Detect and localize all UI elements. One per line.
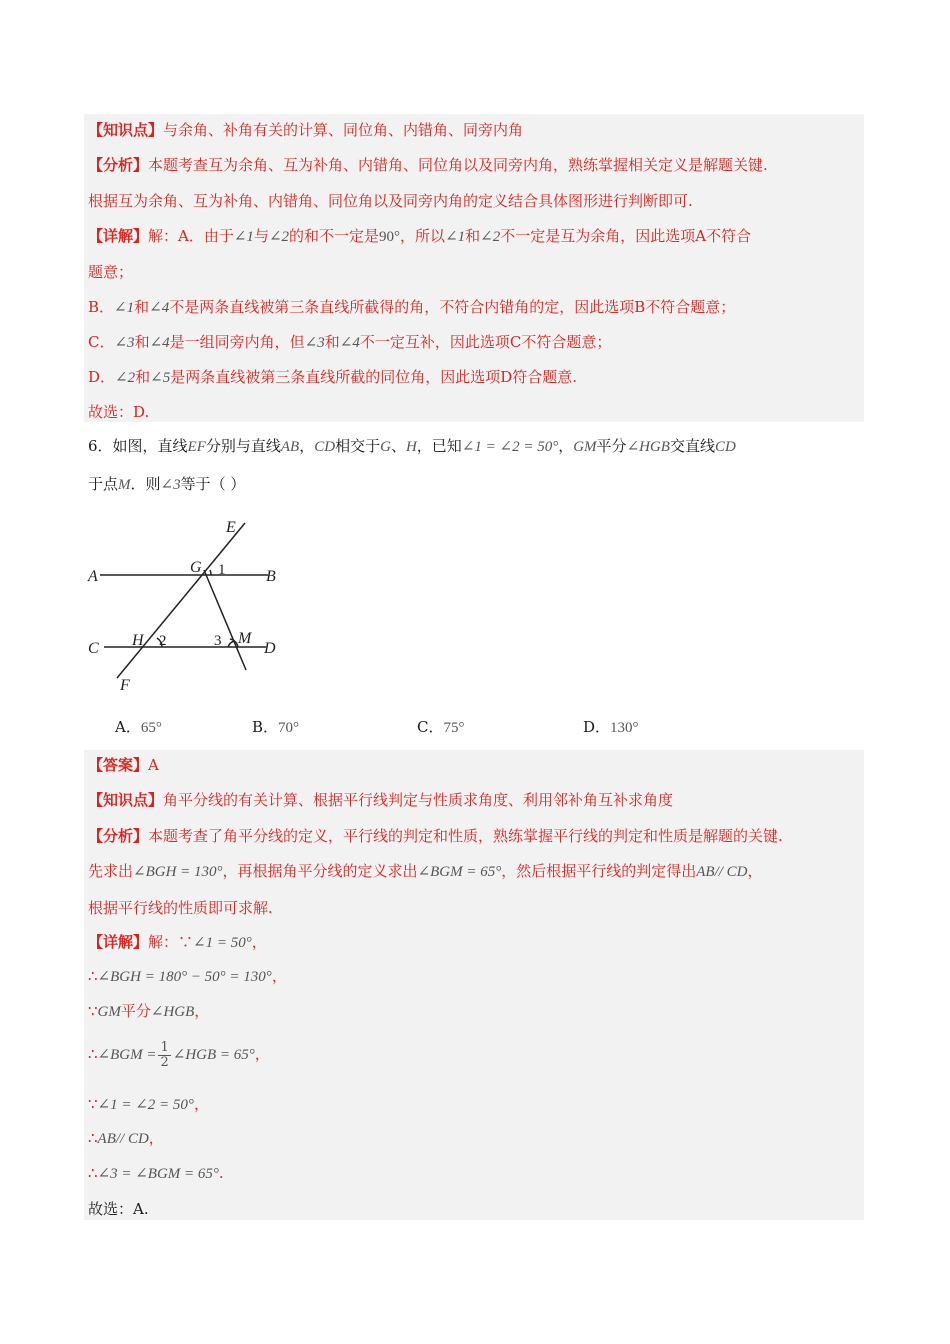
math-expr: ∠3: [114, 335, 135, 351]
math-expr: GM: [97, 1004, 121, 1020]
detail-text: 不是两条直线被第三条直线所截得的角，不符合内错角的定，因此选项B不符合题意；: [169, 298, 736, 316]
question-text: ．则: [130, 475, 161, 493]
detail-text: 的和不一定是: [289, 227, 380, 245]
math-expr: ∠HGB = 65°: [172, 1047, 255, 1063]
knowledge-point-line: [88, 120, 523, 140]
detail-text: 和: [465, 227, 481, 245]
detail-line-b: [88, 297, 735, 318]
analysis-text-3: 根据平行线的性质即可求解.: [88, 899, 273, 917]
detail-text: ∴: [88, 1164, 98, 1182]
detail-text: 题意；: [88, 263, 134, 281]
question-text: 6．如图，直线: [88, 437, 188, 455]
detail-text: 是两条直线被第三条直线所截的同位角，因此选项D符合题意.: [170, 368, 578, 386]
analysis-line-1: [88, 155, 768, 175]
detail-line-a-cont: [88, 262, 133, 282]
fraction-denominator: 2: [160, 1054, 169, 1070]
math-expr: ∠BGM = 65°: [417, 864, 502, 880]
detail-tag: 【详解】: [88, 933, 149, 951]
detail-text: 不一定互补，因此选项C不符合题意；: [359, 333, 612, 351]
detail-line-5: [88, 1094, 209, 1115]
detail-line-2: [88, 966, 287, 987]
math-expr: ∠4: [339, 335, 360, 351]
analysis-text: 先求出: [88, 862, 134, 880]
label-angle-1: 1: [218, 562, 226, 578]
knowledge-point-line: [88, 790, 673, 810]
analysis-text-2: 根据互为余角、互为补角、内错角、同位角以及同旁内角的定义结合具体图形进行判断即可.: [88, 192, 693, 210]
analysis-tag: 【分析】: [88, 156, 149, 174]
detail-text: .: [218, 1164, 224, 1182]
math-expr: ∠HGB: [150, 1004, 195, 1020]
detail-text: ∴: [88, 1129, 98, 1147]
detail-text: D．: [88, 368, 116, 386]
math-expr: ∠4: [149, 300, 170, 316]
option-a[interactable]: [115, 716, 162, 739]
math-expr: ∠BGH = 180° − 50° = 130°: [97, 969, 272, 985]
math-expr: ∠2: [268, 229, 290, 245]
detail-text: ∴: [88, 967, 98, 985]
choice-text: 故选：A.: [88, 1200, 149, 1218]
math-expr: ∠HGB: [626, 439, 670, 455]
knowledge-point-tag: 【知识点】: [88, 791, 164, 809]
math-expr: ∠1: [233, 229, 254, 245]
math-expr: EF: [187, 439, 206, 455]
math-expr: M: [118, 477, 131, 493]
geometry-figure: [80, 512, 300, 697]
label-e: E: [226, 519, 236, 536]
label-b: B: [266, 568, 276, 585]
detail-text: 解：∵: [148, 933, 194, 951]
math-expr: ∠1 = ∠2 = 50°: [97, 1097, 194, 1113]
label-h: H: [132, 632, 144, 649]
analysis-text: ，然后根据平行线的判定得出: [501, 862, 697, 880]
detail-text: 是一组同旁内角，但: [169, 333, 305, 351]
detail-text: ，: [271, 967, 287, 985]
math-expr: ∠1 = 50°: [193, 935, 252, 951]
choice-line: [88, 402, 149, 422]
detail-line-d: [88, 367, 577, 388]
analysis-text-1: 本题考查了角平分线的定义，平行线的判定和性质，熟练掌握平行线的判定和性质是解题的关键.: [148, 827, 783, 845]
question-text: 交直线: [669, 437, 715, 455]
detail-tag: 【详解】: [88, 227, 149, 245]
detail-line-c: [88, 332, 611, 353]
math-expr: ∠2: [480, 229, 501, 245]
detail-text: 平分: [120, 1002, 151, 1020]
option-letter: D．: [583, 718, 611, 736]
question-text: 、: [390, 437, 406, 455]
detail-text: ，所以: [400, 227, 446, 245]
detail-line-1: [88, 932, 267, 953]
option-value: 130°: [610, 720, 639, 736]
option-value: 70°: [278, 720, 300, 736]
math-expr: AB: [280, 439, 300, 455]
math-expr: GM: [573, 439, 597, 455]
math-expr: H: [405, 439, 417, 455]
detail-text: ∵: [88, 1095, 98, 1113]
detail-text: 和: [134, 333, 150, 351]
line-gm: [204, 570, 246, 670]
detail-line-6: [88, 1128, 164, 1149]
math-expr: 90°: [379, 229, 401, 245]
detail-text: ∵: [88, 1002, 98, 1020]
answer-line: [88, 755, 159, 775]
math-expr: ∠BGH = 130°: [133, 864, 223, 880]
math-expr: ∠3 = ∠BGM = 65°: [97, 1166, 219, 1182]
math-expr: ∠1 = ∠2 = 50°: [461, 439, 559, 455]
analysis-text: ，再根据角平分线的定义求出: [222, 862, 418, 880]
math-expr: ∠1: [114, 300, 135, 316]
fraction-numerator: 1: [160, 1039, 169, 1055]
option-letter: A．: [115, 718, 141, 736]
option-c[interactable]: [417, 716, 464, 739]
label-angle-3: 3: [214, 633, 222, 649]
option-letter: C．: [417, 718, 444, 736]
detail-text: 解：A．由于: [148, 227, 234, 245]
math-expr: CD: [314, 439, 336, 455]
detail-text: 和: [135, 368, 151, 386]
detail-text: ，: [254, 1045, 270, 1063]
math-expr: ∠5: [150, 370, 171, 386]
math-expr: ∠2: [115, 370, 136, 386]
choice-line: [88, 1199, 149, 1219]
knowledge-point-text: 与余角、补角有关的计算、同位角、内错角、同旁内角: [163, 121, 524, 139]
label-m: M: [238, 630, 252, 647]
line-ef: [117, 523, 245, 678]
analysis-line-1: [88, 826, 783, 846]
math-expr: ∠BGM =: [97, 1047, 157, 1063]
math-expr: G: [380, 439, 391, 455]
analysis-text-1: 本题考查互为余角、互为补角、内错角、同位角以及同旁内角，熟练掌握相关定义是解题关键.: [148, 156, 768, 174]
math-expr: ∠4: [149, 335, 170, 351]
math-expr: CD: [714, 439, 736, 455]
question-text: 于点: [88, 475, 119, 493]
math-expr: AB// CD: [97, 1131, 149, 1147]
detail-line-3: [88, 1001, 209, 1022]
analysis-line-2: [88, 191, 693, 211]
math-expr: ∠3: [160, 477, 181, 493]
answer-text: A: [148, 756, 159, 774]
question-line-2: [88, 474, 245, 495]
fraction-one-half: [158, 1041, 170, 1070]
label-f: F: [120, 677, 130, 694]
math-expr: ∠3: [304, 335, 325, 351]
label-g: G: [190, 559, 202, 576]
detail-text: ，: [193, 1095, 209, 1113]
question-text: 等于（ ）: [180, 475, 246, 493]
label-c: C: [88, 640, 99, 657]
analysis-text: ，: [747, 862, 763, 880]
analysis-line-2: [88, 861, 763, 882]
analysis-tag: 【分析】: [88, 827, 149, 845]
math-expr: AB// CD: [696, 864, 748, 880]
detail-text: 和: [324, 333, 340, 351]
knowledge-point-text: 角平分线的有关计算、根据平行线判定与性质求角度、利用邻补角互补求角度: [163, 791, 674, 809]
analysis-line-3: [88, 898, 273, 918]
option-d[interactable]: [583, 716, 639, 739]
detail-text: 不一定是互为余角，因此选项A不符合: [500, 227, 752, 245]
option-b[interactable]: [252, 716, 299, 739]
detail-text: ，: [148, 1129, 164, 1147]
label-a: A: [88, 568, 98, 585]
detail-text: C．: [88, 333, 115, 351]
detail-line-4: [88, 1036, 270, 1073]
math-expr: ∠1: [445, 229, 466, 245]
question-text: 平分: [596, 437, 627, 455]
label-d: D: [264, 640, 276, 657]
question-line-1: [88, 436, 736, 457]
detail-text: ∴: [88, 1045, 98, 1063]
detail-line-7: [88, 1163, 224, 1184]
option-value: 65°: [140, 720, 162, 736]
detail-text: 和: [134, 298, 150, 316]
angle-arc-3: [228, 641, 235, 647]
detail-text: 与: [253, 227, 269, 245]
detail-text: B．: [88, 298, 115, 316]
question-text: ，: [558, 437, 574, 455]
option-value: 75°: [443, 720, 465, 736]
label-angle-2: 2: [159, 633, 167, 649]
question-text: ，: [299, 437, 315, 455]
option-letter: B．: [252, 718, 279, 736]
question-text: ，已知: [416, 437, 462, 455]
question-text: 分别与直线: [205, 437, 281, 455]
detail-text: ，: [194, 1002, 210, 1020]
detail-line-a: [88, 226, 751, 247]
detail-text: ，: [251, 933, 267, 951]
answer-tag: 【答案】: [88, 756, 149, 774]
choice-text: 故选：D.: [88, 403, 150, 421]
question-text: 相交于: [335, 437, 381, 455]
knowledge-point-tag: 【知识点】: [88, 121, 164, 139]
